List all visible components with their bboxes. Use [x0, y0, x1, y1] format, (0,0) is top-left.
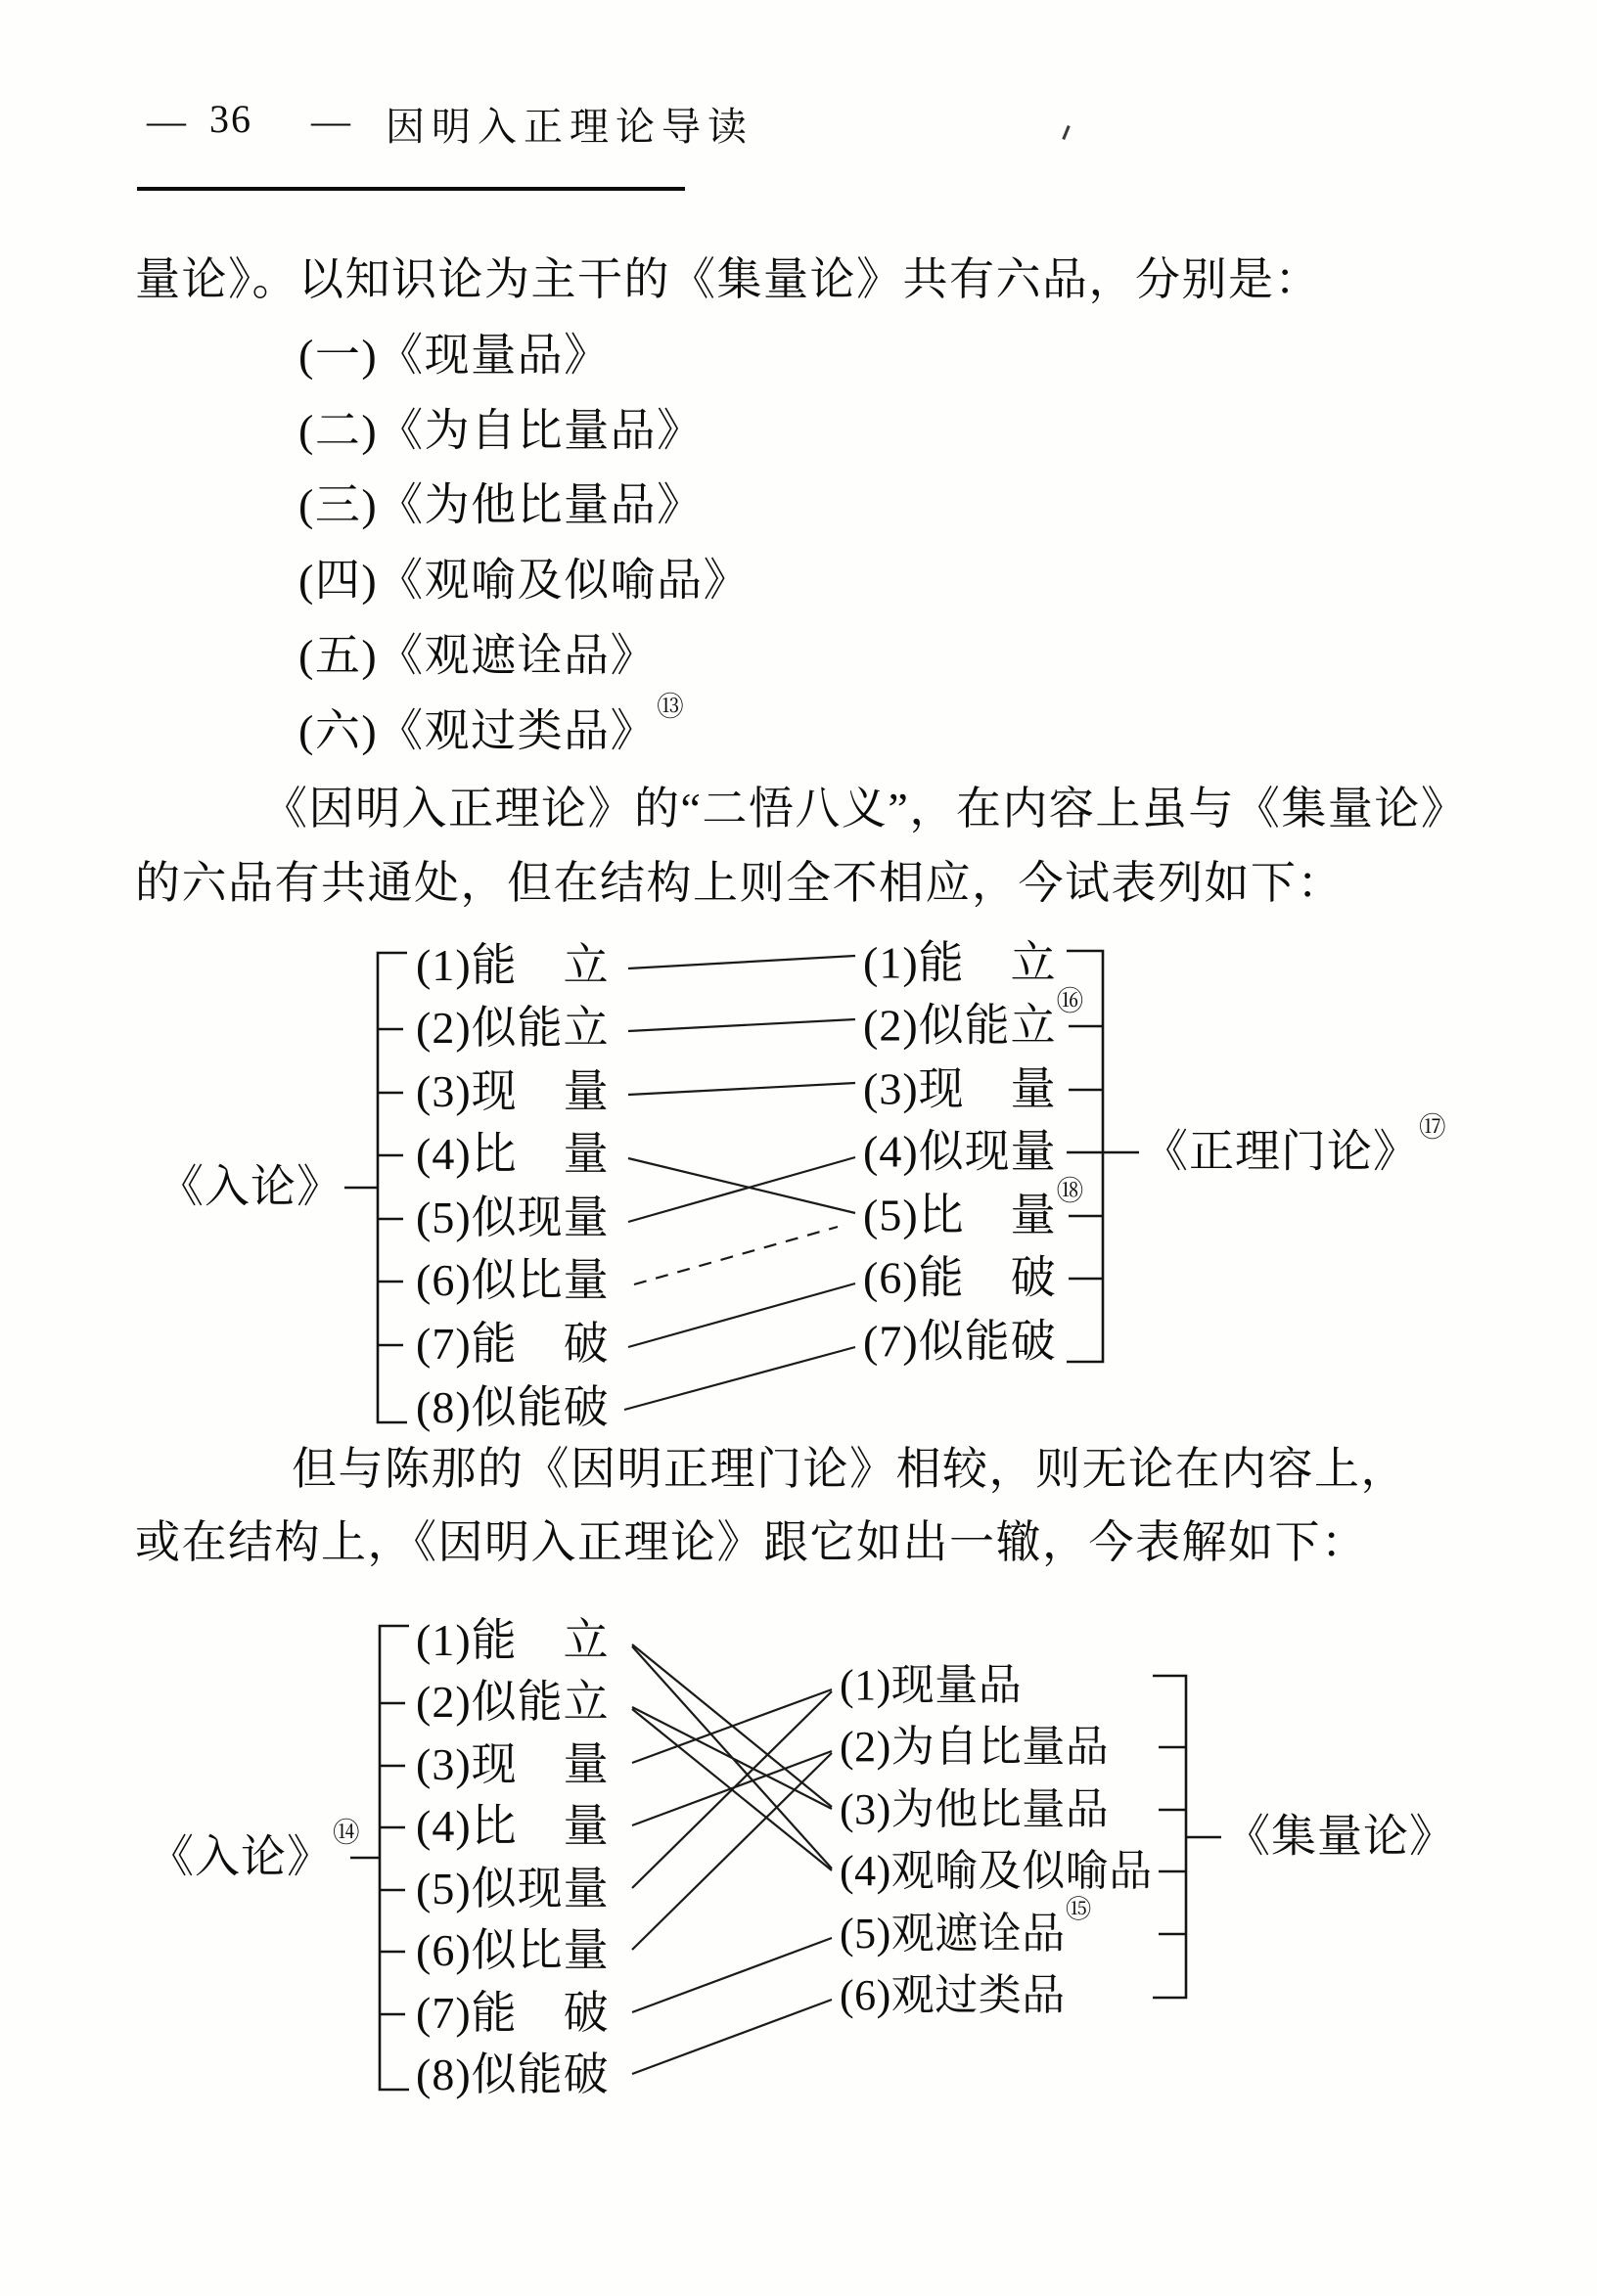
diagram2-connector-lines [632, 1644, 832, 2074]
diagram1-right-item-3: (3)现 量 [863, 1063, 1057, 1114]
paragraph-2-line-1: 《因明入正理论》的“二悟八义”，在内容上虽与《集量论》 [262, 784, 1468, 834]
d1-line-7to6 [628, 1283, 855, 1347]
d1-line-8to7 [624, 1347, 855, 1410]
diagram1-left-item-8: (8)似能破 [416, 1382, 610, 1433]
diagram2-left-item-3: (3)现 量 [416, 1739, 610, 1790]
diagram2-right-item-1: (1)现量品 [840, 1660, 1023, 1709]
diagram2-left-item-7: (7)能 破 [416, 1988, 610, 2039]
list-item-4: (四)《观喻及似喻品》 [298, 555, 751, 606]
diagram1-right-item-7: (7)似能破 [863, 1316, 1057, 1367]
paragraph-3-line-1: 但与陈那的《因明正理门论》相较，则无论在内容上， [292, 1444, 1407, 1495]
d2-line-8to6 [632, 2000, 832, 2074]
diagram2-left-item-6: (6)似比量 [416, 1925, 610, 1976]
header-book-title: 因明入正理论导读 [386, 105, 753, 149]
diagram2-left-item-8: (8)似能破 [416, 2049, 610, 2100]
d1-line-3to3 [628, 1083, 855, 1095]
list-item-3: (三)《为他比量品》 [298, 479, 704, 530]
d1-line-1to1 [628, 956, 855, 968]
diagram2-right-item-5: (5)观遮诠品⑮ [840, 1894, 1092, 1958]
list-item-5: (五)《观遮诠品》 [298, 630, 658, 681]
diagram2-left-title: 《入论》⑭ [149, 1817, 360, 1882]
paragraph-1: 量论》。以知识论为主干的《集量论》共有六品，分别是： [135, 254, 1321, 305]
diagram2-right-item-6: (6)观过类品 [840, 1970, 1066, 2019]
diagram1-left-item-2: (2)似能立 [416, 1003, 610, 1054]
diagram1-left-item-7: (7)能 破 [416, 1319, 610, 1370]
diagram1-right-item-1: (1)能 立 [863, 937, 1057, 988]
diagram2-left-item-2: (2)似能立 [416, 1677, 610, 1728]
diagram1-left-item-3: (3)现 量 [416, 1066, 610, 1117]
list-item-6: (六)《观过类品》⑬ [298, 691, 684, 756]
paragraph-3-line-2: 或在结构上，《因明入正理论》跟它如出一辙，今表解如下： [135, 1517, 1368, 1568]
header-page-number: 36 [209, 97, 252, 141]
diagram1-right-item-6: (6)能 破 [863, 1252, 1057, 1303]
d1-line-6to5-dashed [634, 1227, 838, 1284]
diagram1-left-bracket [344, 953, 407, 1422]
diagram1-connector-lines [624, 956, 855, 1410]
diagram1-left-item-1: (1)能 立 [416, 940, 610, 991]
paragraph-2-line-2: 的六品有共通处，但在结构上则全不相应，今试表列如下： [135, 858, 1344, 909]
list-item-2: (二)《为自比量品》 [298, 405, 704, 456]
d2-line-6to2 [632, 1753, 832, 1950]
diagram2-right-title: 《集量论》 [1225, 1811, 1455, 1862]
diagram2-right-bracket [1153, 1676, 1221, 1998]
diagram2-right-item-4: (4)观喻及似喻品 [840, 1846, 1153, 1895]
diagram1-right-item-4: (4)似现量 [863, 1126, 1057, 1177]
diagram2-left-item-4: (4)比 量 [416, 1801, 610, 1852]
header-dash-right: — [311, 99, 352, 143]
diagram2-right-item-3: (3)为他比量品 [840, 1784, 1110, 1833]
header-dash-left: — [147, 99, 188, 143]
diagram1-left-item-6: (6)似比量 [416, 1255, 610, 1306]
diagram1-left-title: 《入论》 [159, 1161, 342, 1212]
footnote-ref: ⑬ [657, 691, 684, 722]
diagram1-left-item-4: (4)比 量 [416, 1129, 610, 1180]
diagram2-left-item-5: (5)似现量 [416, 1864, 610, 1914]
d2-line-3to1 [632, 1689, 832, 1763]
diagram2-right-item-2: (2)为自比量品 [840, 1722, 1110, 1771]
diagram2-left-item-1: (1)能 立 [416, 1615, 610, 1666]
diagram1-left-item-5: (5)似现量 [416, 1193, 610, 1243]
d2-line-5to1 [632, 1691, 832, 1888]
list-item-1: (一)《现量品》 [298, 330, 611, 381]
d1-line-2to2 [628, 1019, 855, 1031]
diagram1-right-item-5: (5)比 量⑱ [863, 1175, 1084, 1240]
diagram1-right-item-2: (2)似能立⑯ [863, 985, 1084, 1051]
d2-line-7to5 [632, 1938, 832, 2012]
diagram1-right-title: 《正理门论》⑰ [1143, 1111, 1446, 1177]
